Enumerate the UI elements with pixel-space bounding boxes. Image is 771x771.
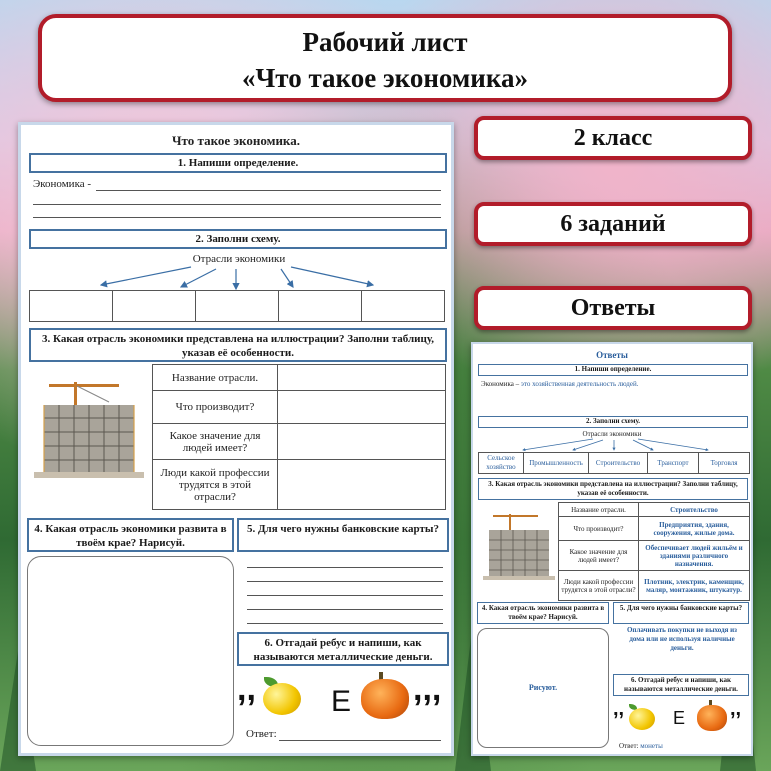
- answer-rebus-quote-left: ,,: [613, 698, 625, 720]
- title-line-1: Рабочий лист: [302, 27, 468, 57]
- answer-row-value: Плотник, электрик, каменщик, маляр, монтажник, штукатур.: [639, 571, 750, 601]
- table-answer-cell: [278, 391, 446, 424]
- answer-rebus-quote-right: ,,: [730, 698, 742, 720]
- answer-task5-value: Оплачивать покупки не выходя из дома или не используя наличные деньги.: [626, 626, 737, 652]
- lemon-icon: [263, 683, 301, 715]
- answer-line: [33, 204, 441, 205]
- answer-rebus-value: монеты: [640, 742, 663, 750]
- answer-task6-header: 6. Отгадай ребус и напиши, как называются металлические деньги.: [613, 674, 749, 696]
- answer-task3-table: [558, 502, 750, 601]
- answer-scheme-cell: Торговля: [698, 452, 750, 474]
- answer-line: [279, 740, 441, 741]
- task6-header: 6. Отгадай ребус и напиши, как называются металлические деньги.: [237, 632, 449, 666]
- title-line-2: «Что такое экономика»: [241, 63, 528, 93]
- answer-building-illustration: [479, 512, 557, 582]
- answer-task3-header: 3. Какая отрасль экономики представлена на иллюстрации? Заполни таблицу, указав её особенности.: [478, 478, 748, 500]
- answer-drawing-area: [477, 628, 609, 748]
- table-answer-cell: [278, 365, 446, 391]
- task1-header: 1. Напиши определение.: [29, 153, 447, 173]
- answer-row-label: Какое значение для людей имеет?: [559, 541, 639, 571]
- answer-task1-label: Экономика –: [481, 380, 521, 388]
- answer-line: [247, 567, 443, 568]
- table-answer-cell: [278, 424, 446, 460]
- rebus-quote-left: ,,: [237, 670, 256, 708]
- answer-rebus-label: Ответ:: [619, 742, 641, 750]
- answer-sheet: [471, 342, 753, 756]
- answer-scheme-arrows: [473, 437, 755, 453]
- answer-scheme-root: Отрасли экономики: [582, 430, 642, 438]
- answer-task1-header: 1. Напиши определение.: [478, 364, 748, 376]
- answer-row-value: Строительство: [639, 503, 750, 517]
- answer-line: [247, 623, 443, 624]
- answer-line: [96, 190, 441, 191]
- answer-row-value: Обеспечивает людей жильём и зданиями различного назначения.: [639, 541, 750, 571]
- answer-row-label: Название отрасли.: [559, 503, 639, 517]
- worksheet: [18, 122, 454, 756]
- answer-line: [247, 609, 443, 610]
- scheme-root: Отрасли экономики: [192, 253, 286, 265]
- scheme-cell: [361, 290, 445, 322]
- scheme-cell: [278, 290, 362, 322]
- answer-task1-value: это хозяйственная деятельность людей.: [520, 380, 639, 388]
- rebus-answer-label: Ответ:: [246, 728, 277, 740]
- answers-badge: Ответы: [474, 286, 752, 330]
- answer-line: [247, 581, 443, 582]
- answer-line: [247, 595, 443, 596]
- worksheet-heading: Что такое экономика.: [172, 133, 300, 148]
- answer-task4-header: 4. Какая отрасль экономики развита в твоём крае? Нарисуй.: [477, 602, 609, 624]
- table-row-label: Люди какой профессии трудятся в этой отрасли?: [153, 460, 278, 510]
- answers-heading: Ответы: [596, 350, 628, 360]
- scheme-cell: [112, 290, 196, 322]
- table-row-label: Название отрасли.: [153, 365, 278, 391]
- table-answer-cell: [278, 460, 446, 510]
- task3-header: 3. Какая отрасль экономики представлена на иллюстрации? Заполни таблицу, указав её особенности.: [29, 328, 447, 362]
- rebus-letter: Е: [331, 685, 352, 718]
- answer-line: [33, 217, 441, 218]
- drawing-area: [27, 556, 234, 746]
- scheme-cell: [29, 290, 113, 322]
- task3-table: [152, 364, 446, 510]
- answer-scheme-cell: Строительство: [588, 452, 648, 474]
- rebus-quote-right: ,,,: [413, 670, 442, 708]
- task5-header: 5. Для чего нужны банковские карты?: [237, 518, 449, 552]
- scheme-cell: [195, 290, 279, 322]
- answer-row-label: Что производит?: [559, 517, 639, 541]
- answer-task1-text: [481, 380, 638, 388]
- answer-task2-header: 2. Заполни схему.: [478, 416, 748, 428]
- task2-header: 2. Заполни схему.: [29, 229, 447, 249]
- tasks-count-badge: 6 заданий: [474, 202, 752, 246]
- task1-label: Экономика -: [33, 178, 92, 190]
- page-title: [38, 14, 732, 102]
- pumpkin-icon: [361, 679, 409, 719]
- grade-badge: 2 класс: [474, 116, 752, 160]
- answer-scheme-cell: Транспорт: [647, 452, 699, 474]
- building-illustration: [29, 380, 149, 480]
- table-row-label: Что производит?: [153, 391, 278, 424]
- answer-task4-value: Рисуют.: [528, 683, 558, 692]
- pumpkin-icon: [697, 705, 727, 731]
- answer-task5-header: 5. Для чего нужны банковские карты?: [613, 602, 749, 624]
- answer-rebus-text: [619, 742, 663, 750]
- table-row-label: Какое значение для людей имеет?: [153, 424, 278, 460]
- answer-row-label: Люди какой профессии трудятся в этой отрасли?: [559, 571, 639, 601]
- answer-scheme-cell: Сельское хозяйство: [478, 452, 524, 474]
- scheme-arrows: [21, 263, 457, 293]
- task4-header: 4. Какая отрасль экономики развита в твоём крае? Нарисуй.: [27, 518, 234, 552]
- answer-row-value: Предприятия, здания, сооружения, жилые дома.: [639, 517, 750, 541]
- lemon-icon: [629, 708, 655, 730]
- answer-scheme-cell: Промышленность: [523, 452, 589, 474]
- answer-rebus-letter: Е: [673, 708, 686, 728]
